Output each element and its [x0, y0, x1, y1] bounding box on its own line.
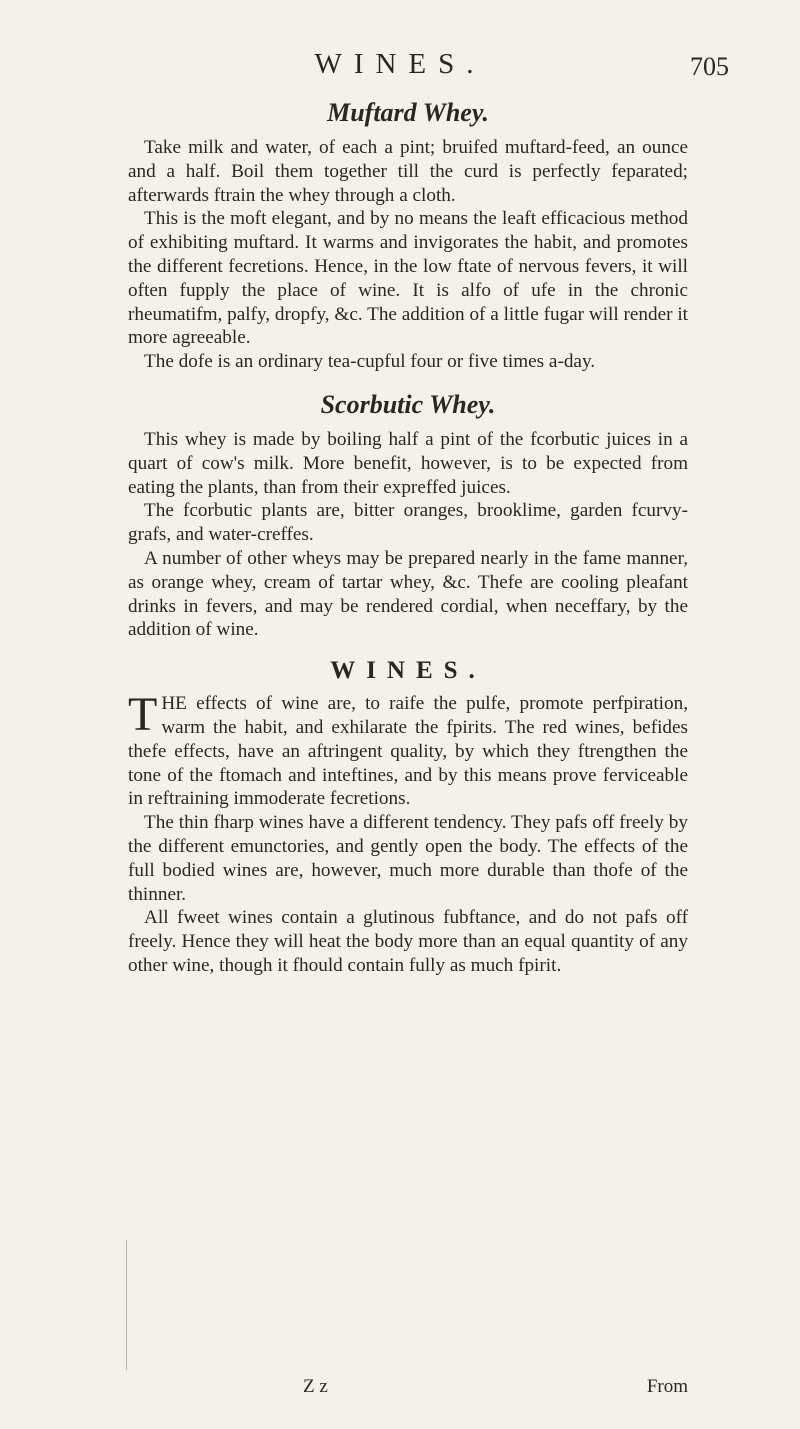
- margin-line: [126, 1240, 127, 1370]
- paragraph: All fweet wines contain a glutinous fubftance, and do not pafs off freely. Hence they will heat the body more than an equal quantity of any other wine, though it fhould contain fully as much fpirit.: [128, 907, 688, 976]
- running-head: [0, 48, 800, 88]
- section-title: Scorbutic Whey.: [320, 389, 496, 419]
- signature-mark: Z z: [303, 1376, 328, 1397]
- paragraph: The thin fharp wines have a different tendency. They pafs off freely by the different emunctories, and gently open the body. The effects of the full bodied wines are, however, much more durable than thofe of the thinner.: [128, 812, 688, 905]
- paragraph: [128, 688, 688, 811]
- paragraph-text: HE effects of wine are, to raife the pulfe, promote perfpiration, warm the habit, and exhilarate the fpirits. The red wines, befides thefe effects, have an aftringent quality, by which they ftrengthen the tone of the ftomach and inteftines, and by this means prove ferviceable in reftraining immoderate fecretions.: [128, 693, 688, 810]
- section-scorbutic-whey: [128, 388, 688, 642]
- paragraph: This is the moft elegant, and by no means the leaft efficacious method of exhibiting muftard. It warms and invigorates the habit, and promotes the different fecretions. Hence, in the low ftate of nervous fevers, it will often fupply the place of wine. It is alfo of ufe in the chronic rheumatifm, palfy, dropfy, &c. The addition of a little fugar will render it more agreeable.: [128, 208, 688, 349]
- paragraph: The dofe is an ordinary tea-cupful four or five times a-day.: [144, 351, 596, 373]
- page-number: 705: [690, 52, 729, 81]
- section-heading: WINES.: [330, 657, 486, 685]
- section-title: Muftard Whey.: [327, 98, 489, 127]
- running-title: WINES.: [314, 48, 486, 80]
- paragraph: The fcorbutic plants are, bitter oranges, brooklime, garden fcurvy-grafs, and water-creffes.: [128, 500, 688, 546]
- section-wines: [128, 656, 688, 978]
- page-footer: [128, 1376, 688, 1404]
- catchword: From: [646, 1376, 688, 1397]
- section-mustard-whey: [128, 96, 688, 374]
- page-body: [128, 96, 688, 978]
- paragraph: Take milk and water, of each a pint; bruifed muftard-feed, an ounce and a half. Boil them together till the curd is perfectly feparated; afterwards ftrain the whey through a cloth.: [128, 137, 688, 206]
- paragraph: A number of other wheys may be prepared nearly in the fame manner, as orange whey, cream of tartar whey, &c. Thefe are cooling pleafant drinks in fevers, and may be rendered cordial, when neceffary, by the addition of wine.: [128, 547, 688, 641]
- drop-cap: T: [128, 688, 158, 742]
- paragraph: This whey is made by boiling half a pint of the fcorbutic juices in a quart of cow's milk. More benefit, however, is to be expected from eating the plants, than from their expreffed juices.: [128, 428, 688, 498]
